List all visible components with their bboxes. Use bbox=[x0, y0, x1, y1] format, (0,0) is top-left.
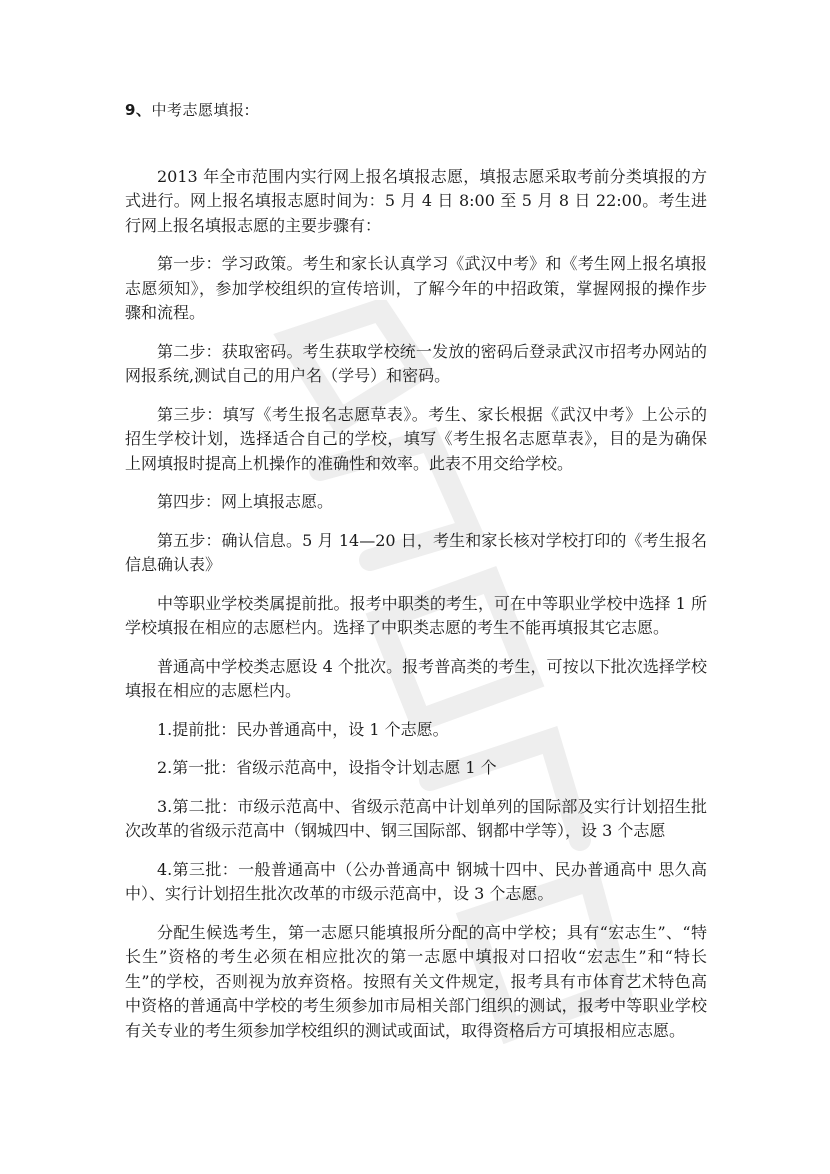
section-title: 中考志愿填报: bbox=[151, 101, 250, 119]
paragraph: 分配生候选考生，第一志愿只能填报所分配的高中学校；具有“宏志生”、“特长生”资格的考生必须在相应批次的第一志愿中填报对口招收“宏志生”和“特长生”的学校，否则视为放弃资格。按照有关文件规定，报考具有市体育艺术特色高中资格的普通高中学校的考生须参加市局相关部门组织的测试，报考中等职业学校有关专业的考生须参加学校组织的测试或面试，取得资格后方可填报相应志愿。 bbox=[125, 922, 707, 1040]
section-number: 9、 bbox=[125, 101, 152, 119]
paragraph: 第五步：确认信息。5 月 14—20 日，考生和家长核对学校打印的《考生报名信息确认表》 bbox=[125, 530, 707, 574]
paragraph: 2013 年全市范围内实行网上报名填报志愿，填报志愿采取考前分类填报的方式进行。网上报名填报志愿时间为：5 月 4 日 8:00 至 5 月 8 日 22:00。考生进行网上报名填报志愿的主要步骤有： bbox=[125, 166, 707, 235]
paragraph: 中等职业学校类属提前批。报考中职类的考生，可在中等职业学校中选择 1 所学校填报在相应的志愿栏内。选择了中职类志愿的考生不能再填报其它志愿。 bbox=[125, 593, 707, 637]
list-item: 3.第二批：市级示范高中、省级示范高中计划单列的国际部及实行计划招生批次改革的省级示范高中（钢城四中、钢三国际部、钢都中学等），设 3 个志愿 bbox=[125, 796, 707, 840]
list-item: 2.第一批：省级示范高中，设指令计划志愿 1 个 bbox=[157, 758, 497, 777]
paragraph: 第二步：获取密码。考生获取学校统一发放的密码后登录武汉市招考办网站的网报系统,测试自己的用户名（学号）和密码。 bbox=[125, 341, 707, 385]
paragraph: 第三步：填写《考生报名志愿草表》。考生、家长根据《武汉中考》上公示的招生学校计划，选择适合自己的学校，填写《考生报名志愿草表》，目的是为确保上网填报时提高上机操作的准确性和效率。此表不用交给学校。 bbox=[125, 404, 707, 473]
document-body bbox=[125, 98, 707, 1057]
list-item: 1.提前批：民办普通高中，设 1 个志愿。 bbox=[157, 719, 449, 739]
paragraph: 第一步：学习政策。考生和家长认真学习《武汉中考》和《考生网上报名填报志愿须知》，参加学校组织的宣传培训，了解今年的中招政策，掌握网报的操作步骤和流程。 bbox=[125, 254, 707, 322]
section-heading bbox=[125, 98, 707, 123]
list-item: 4.第三批：一般普通高中（公办普通高中 钢城十四中、民办普通高中 思久高中）、实行计划招生批次改革的市级示范高中，设 3 个志愿。 bbox=[125, 859, 707, 903]
paragraph: 第四步：网上填报志愿。 bbox=[157, 492, 334, 511]
paragraph: 普通高中学校类志愿设 4 个批次。报考普高类的考生，可按以下批次选择学校填报在相应的志愿栏内。 bbox=[125, 656, 707, 700]
